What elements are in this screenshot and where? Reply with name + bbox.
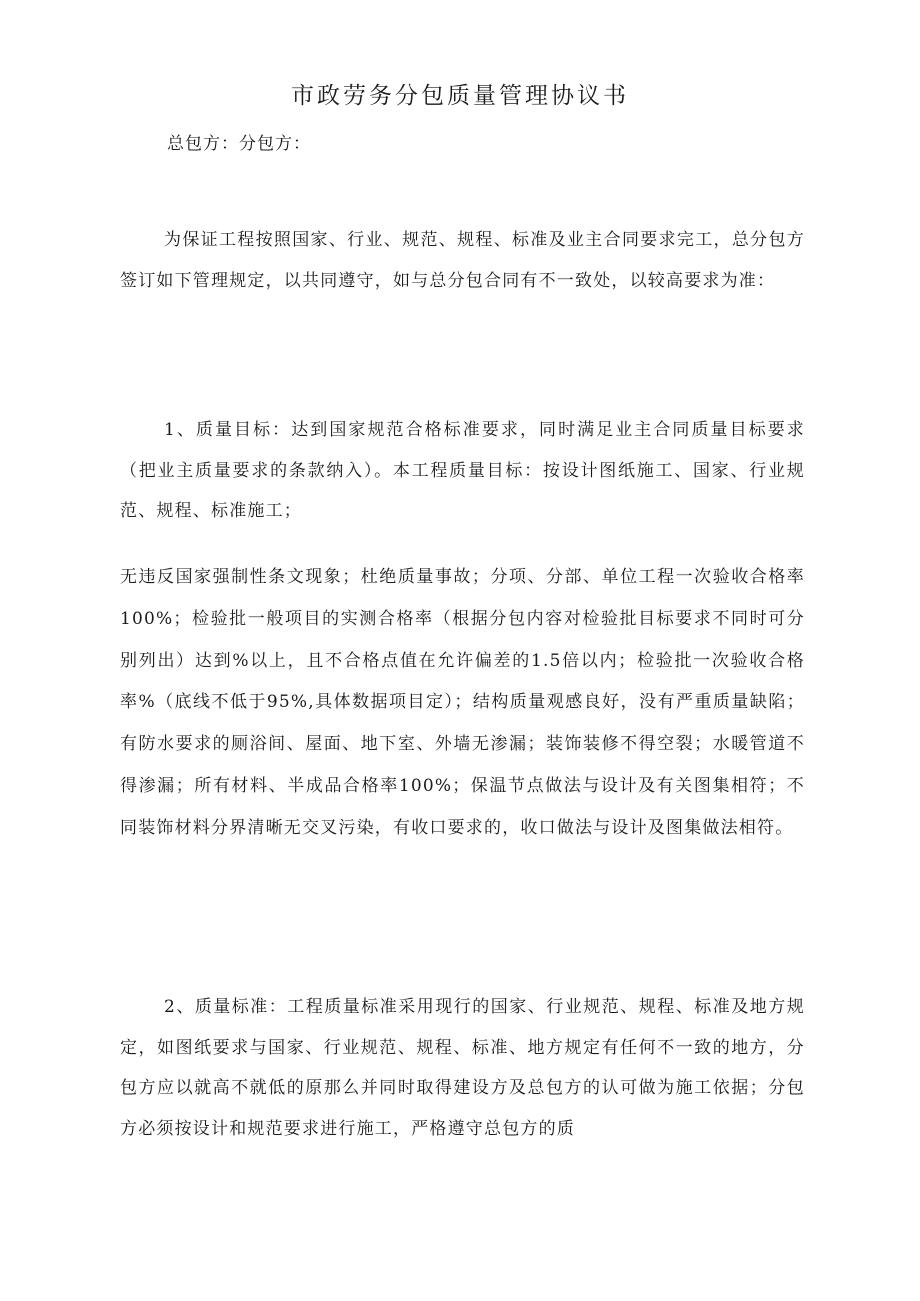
- quality-goal-paragraph: 1、质量目标：达到国家规范合格标准要求，同时满足业主合同质量目标要求（把业主质量要求的条款纳入）。本工程质量目标：按设计图纸施工、国家、行业规范、规程、标准施工；: [120, 420, 805, 521]
- quality-goal-detail-paragraph: 无违反国家强制性条文现象；杜绝质量事故；分项、分部、单位工程一次验收合格率100%；检验批一般项目的实测合格率（根据分包内容对检验批目标要求不同时可分别列出）达到%以上，且不合格点值在允许偏差的1.5倍以内；检验批一次验收合格率%（底线不低于95%,具体数据项目定）；结构质量观感良好，没有严重质量缺陷；有防水要求的厕浴间、屋面、地下室、外墙无渗漏；装饰装修不得空裂；水暖管道不得渗漏；所有材料、半成品合格率100%；保温节点做法与设计及有关图集相符；不同装饰材料分界清晰无交叉污染，有收口要求的，收口做法与设计及图集做法相符。: [120, 567, 805, 838]
- parties-line: 总包方：分包方：: [167, 134, 311, 154]
- quality-standard-paragraph: 2、质量标准：工程质量标准采用现行的国家、行业规范、规程、标准及地方规定，如图纸要求与国家、行业规范、规程、标准、地方规定有任何不一致的地方，分包方应以就高不就低的原那么并同时取得建设方及总包方的认可做为施工依据；分包方必须按设计和规范要求进行施工，严格遵守总包方的质: [120, 997, 805, 1139]
- document-title: 市政劳务分包质量管理协议书: [291, 83, 629, 109]
- intro-paragraph: 为保证工程按照国家、行业、规范、规程、标准及业主合同要求完工，总分包方签订如下管理规定，以共同遵守，如与总分包合同有不一致处，以较高要求为准：: [120, 230, 805, 291]
